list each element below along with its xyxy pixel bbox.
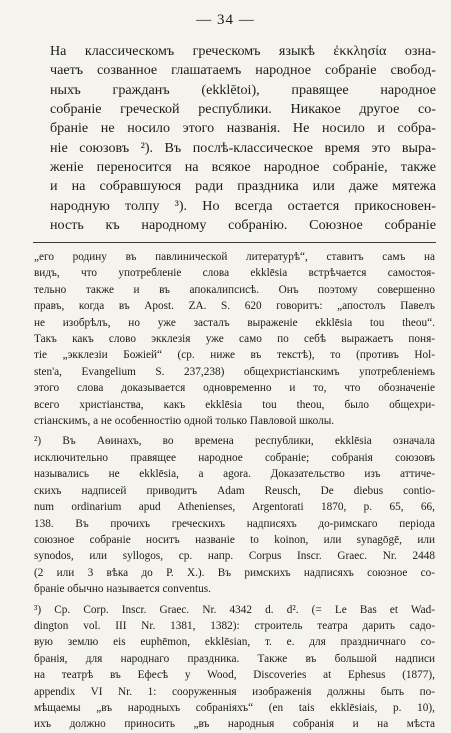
footnote-line: не изобрѣлъ, но уже засталъ выраженіе ekklēsia tou theou“. [34,316,435,329]
main-line: и на собравшуюся ради праздника или даже мятежа [50,178,436,195]
footnote-line: Такъ какъ слово экклезія уже само по себѣ выражаетъ поня- [34,333,435,346]
footnote-line: 138. Въ прочихъ греческихъ надписяхъ до-римскаго періода [34,517,435,530]
footnote-3 [34,602,435,733]
main-line: ніе союзовъ ²). Въ послѣ-классическое время это выра- [50,139,436,156]
footnote-line: тіе „экклезіи Божіей“ (ср. ниже въ текстѣ), то (противъ Hol- [34,349,435,362]
page-number: — 34 — [196,12,255,28]
footnote-line: тельно также и въ апокалипсисѣ. Онъ поэтому совершенно [34,283,435,296]
footnote-line: видъ, что употребленіе слова ekklēsia встрѣчается самостоя- [34,267,435,280]
main-line: чаетъ созванное глашатаемъ народное собраніе свобод- [50,62,436,79]
footnote-line: ³) Ср. Corp. Inscr. Graec. Nr. 4342 d. d². (= Le Bas et Wad- [34,603,435,616]
footnote-line: (2 или 3 вѣка до Р. X.). Въ римскихъ надписяхъ союзное со- [34,566,435,579]
footnote-line: браніе обычно называется conventus. [34,583,211,596]
footnote-line: appendix VI Nr. 1: сооруженныя изображенія должны быть по- [34,685,435,698]
main-line: ныхъ гражданъ (ekklētoi), правящее народное [50,81,436,98]
footnotes [34,249,435,733]
footnote-line: правъ, когда въ Apost. ZA. S. 620 говоритъ: „апостолъ Павелъ [34,300,435,313]
footnote-line: synodos, или syllogos, ср. напр. Corpus Inscr. Graec. Nr. 2448 [34,550,435,563]
footnote-line: sten'a, Evangelium S. 237,238) общехристіанскимъ употребленіемъ [34,365,435,378]
footnote-line: ихъ должно приносить „въ народныя собранія и на мѣста [34,718,435,731]
footnote-line: „его родину въ павлинической литературѣ“, ставитъ самъ на [34,251,435,263]
main-line: женіе переносится на всякое народное собраніе, также [50,159,436,176]
main-text [50,42,436,235]
footnote-line: стіанскимъ, а не особенностію одной только Павловой школы. [34,415,335,428]
footnote-line: исключительно правящее народное собраніе; собранія союзовъ [34,451,435,464]
footnote-line: скихъ надписей приводитъ Adam Reusch, De diebus contio- [34,484,435,497]
footnote-line: союзное собраніе носитъ названіе to koinon, или synagōgē, или [34,533,435,546]
footnote-line: num ordinarium apud Athenienses, Argentorati 1870, p. 65, 66, [34,501,435,514]
footnote-2 [34,433,435,597]
footnote-divider [33,242,436,243]
main-line: На классическомъ греческомъ языкѣ ἐκκλησία озна- [50,43,436,59]
footnote-line: вую землю eis euphēmon, ekklēsian, т. е. для праздничнаго со- [34,636,435,649]
footnote-line: всего христіанства, какъ ekklēsia tou theou, было общехри- [34,398,435,411]
main-line: браніе не носило этого названія. Не носило и собра- [50,120,436,137]
footnote-line: назывались не ekklēsia, a agora. Доказательство изъ аттиче- [34,468,435,481]
main-line: народную толпу ³). Но всегда остается прикосновен- [50,197,436,214]
footnote-line: ²) Въ Аѳинахъ, во времена республики, ekklēsia означала [34,435,435,448]
footnote-line: на театрѣ въ Ефесѣ у Wood, Discoveries at Ephesus (1877), [34,669,435,682]
main-line: собраніе греческой республики. Никакое другое со- [50,101,436,118]
footnote-continuation [34,249,435,429]
footnote-line: бранія, для народнаго праздника. Также въ большой надписи [34,652,435,665]
footnote-line: мѣщаемы „въ народныхъ собраніяхъ“ (en tais ekklēsiais, p. 10), [34,701,435,714]
main-line: ность къ народному собранію. Союзное собраніе [50,217,436,234]
footnote-line: этого слова доказывается одновременно и то, что обозначеніе [34,382,435,395]
footnote-line: dington vol. III Nr. 1381, 1382): строитель театра дарить садо- [34,619,435,632]
